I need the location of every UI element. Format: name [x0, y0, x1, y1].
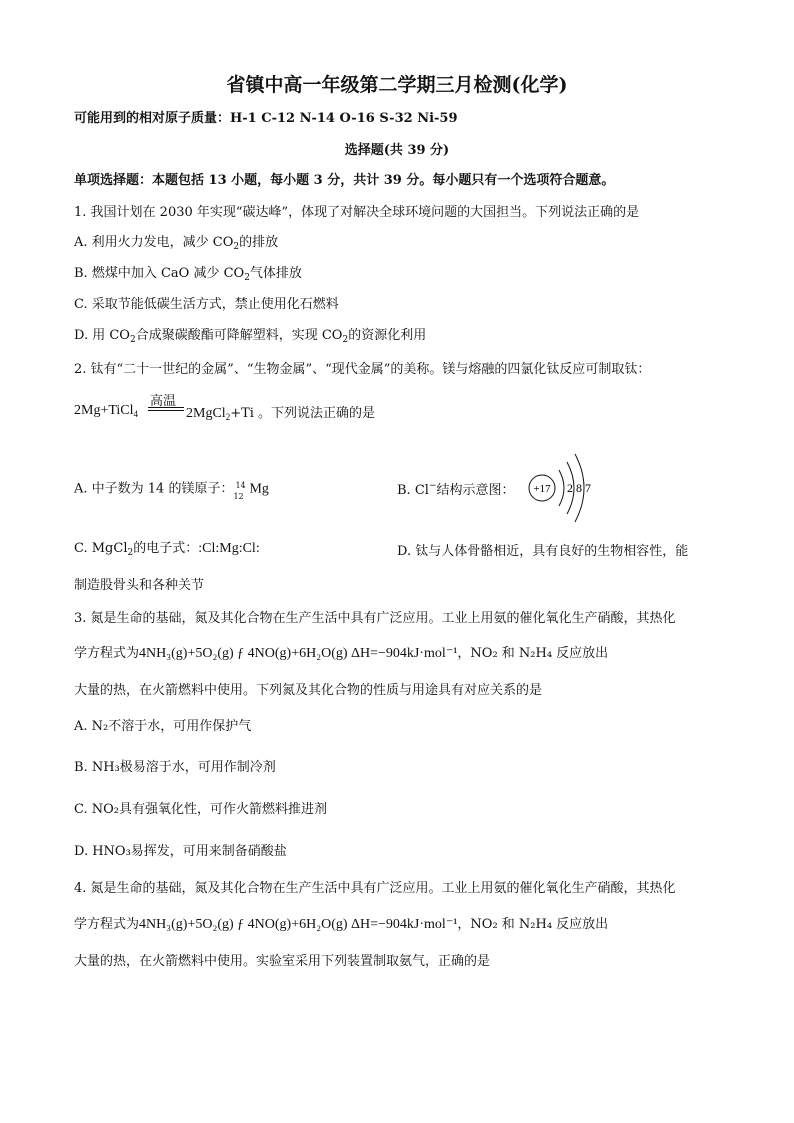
- nucleus-label: +17: [533, 483, 551, 495]
- q2-condition: 高温: [150, 394, 177, 409]
- q1-option-c[interactable]: C. 采取节能低碳生活方式，禁止使用化石燃料: [74, 297, 339, 312]
- atomic-masses: 可能用到的相对原子质量：H-1 C-12 N-14 O-16 S-32 Ni-59: [74, 111, 458, 126]
- q3-option-a[interactable]: A. N₂不溶于水，可用作保护气: [74, 719, 252, 734]
- q3-option-d[interactable]: D. HNO₃易挥发，可用来制备硝酸盐: [74, 844, 287, 859]
- q2-equation-right: 2MgCl$_2$+Ti 。下列说法正确的是: [186, 406, 376, 422]
- q4-stem-2: 学方程式为4NH₃(g)+5O₂(g) ƒ 4NO(g)+6H₂O(g) ΔH=−904kJ·mol⁻¹，NO₂ 和 N₂H₄ 反应放出: [74, 917, 609, 932]
- q4-stem-1: 4. 氮是生命的基础，氮及其化合物在生产生活中具有广泛应用。工业上用氨的催化氧化生产硝酸，其热化: [74, 881, 676, 896]
- shell-electrons: 2 8 7: [567, 481, 591, 495]
- q1-option-d[interactable]: D. 用 $CO_2$合成聚碳酸酯可降解塑料，实现 $CO_2$的资源化利用: [74, 328, 427, 345]
- section-title: 选择题(共 39 分): [344, 143, 450, 158]
- shell-arc-1: [559, 470, 564, 506]
- q3-equation: 4NH₃(g)+5O₂(g) ƒ 4NO(g)+6H₂O(g) ΔH=−904kJ·mol⁻¹: [139, 646, 458, 661]
- q3-option-b[interactable]: B. NH₃极易溶于水，可用作制冷剂: [74, 760, 276, 775]
- q4-equation: 4NH₃(g)+5O₂(g) ƒ 4NO(g)+6H₂O(g) ΔH=−904kJ·mol⁻¹: [139, 917, 458, 932]
- q2-option-a[interactable]: A. 中子数为 14 的镁原子： 14 12 Mg: [74, 481, 269, 501]
- q3-stem-2: 学方程式为4NH₃(g)+5O₂(g) ƒ 4NO(g)+6H₂O(g) ΔH=−904kJ·mol⁻¹，NO₂ 和 N₂H₄ 反应放出: [74, 646, 609, 661]
- q1-option-b[interactable]: B. 燃煤中加入 CaO 减少 $CO_2$气体排放: [74, 266, 302, 283]
- q3-stem-3: 大量的热，在火箭燃料中使用。下列氮及其化合物的性质与用途具有对应关系的是: [74, 683, 543, 698]
- q2-equals-sign: [148, 407, 184, 411]
- q2-equation: 2Mg+TiCl$_4$: [74, 403, 139, 419]
- page-title: 省镇中高一年级第二学期三月检测(化学): [226, 74, 568, 96]
- q4-stem-3: 大量的热，在火箭燃料中使用。实验室采用下列装置制取氨气，正确的是: [74, 954, 491, 969]
- q2-option-d-cont: 制造股骨头和各种关节: [74, 578, 205, 593]
- q2-option-c[interactable]: C. MgCl$_2$的电子式：:Cl:Mg:Cl:: [74, 541, 260, 558]
- q2-option-d[interactable]: D. 钛与人体骨骼相近，具有良好的生物相容性，能: [397, 544, 689, 559]
- q2-option-b[interactable]: B. Cl−结构示意图：: [397, 481, 515, 498]
- q3-option-c[interactable]: C. NO₂具有强氧化性，可作火箭燃料推进剂: [74, 802, 327, 817]
- electron-formula: :Cl:Mg:Cl:: [198, 541, 260, 556]
- q1-stem: 1. 我国计划在 2030 年实现“碳达峰”，体现了对解决全球环境问题的大国担当。下列说法正确的是: [74, 205, 640, 220]
- instructions: 单项选择题：本题包括 13 小题，每小题 3 分，共计 39 分。每小题只有一个选项符合题意。: [74, 173, 615, 188]
- chlorine-ion-structure-diagram: [523, 452, 603, 528]
- q3-stem-1: 3. 氮是生命的基础，氮及其化合物在生产生活中具有广泛应用。工业上用氨的催化氧化生产硝酸，其热化: [74, 611, 676, 626]
- q2-stem: 2. 钛有“二十一世纪的金属”、“生物金属”、“现代金属”的美称。镁与熔融的四氯化钛反应可制取钛：: [74, 362, 651, 377]
- q1-option-a[interactable]: A. 利用火力发电，减少 $CO_2$的排放: [74, 235, 279, 252]
